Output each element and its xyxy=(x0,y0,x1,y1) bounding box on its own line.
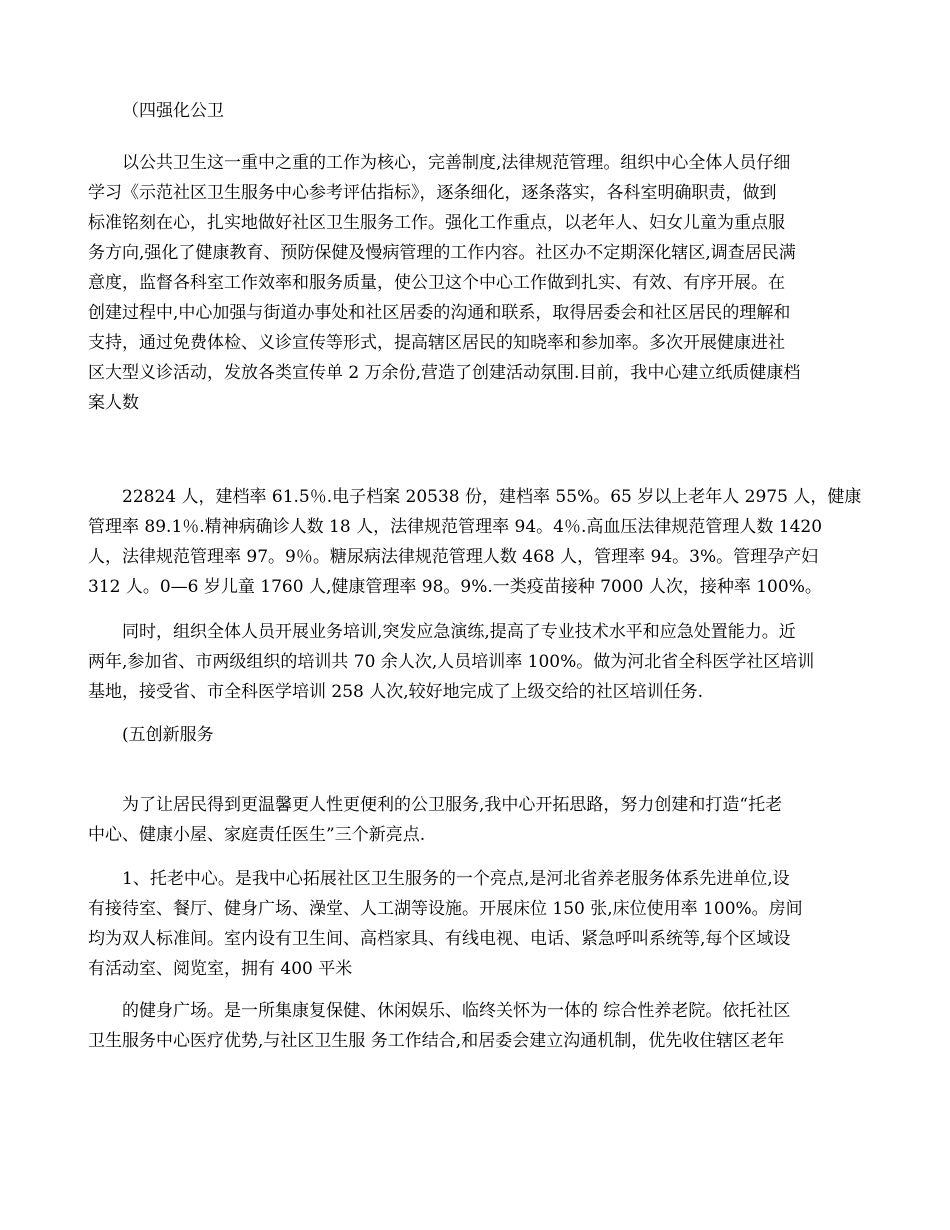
heading-section-4 xyxy=(88,96,868,126)
text-line: 务方向,强化了健康教育、预防保健及慢病管理的工作内容。社区办不定期深化辖区,调查居民满 xyxy=(88,243,796,263)
paragraph-fitness-plaza xyxy=(88,996,868,1056)
text-line: 有接待室、餐厅、健身广场、澡堂、人工湖等设施。开展床位 150 张,床位使用率 100%。房间 xyxy=(88,899,803,919)
text-line: 支持，通过免费体检、义诊宣传等形式，提高辖区居民的知晓率和参加率。多次开展健康进社 xyxy=(88,333,785,353)
text-line: 均为双人标准间。室内设有卫生间、高档家具、有线电视、电话、紧急呼叫系统等,每个区域设 xyxy=(88,929,791,949)
text-line: 以公共卫生这一重中之重的工作为核心，完善制度,法律规范管理。组织中心全体人员仔细 xyxy=(122,153,791,173)
text-line: 22824 人，建档率 61.5％.电子档案 20538 份，建档率 55%。65 岁以上老年人 2975 人，健康 xyxy=(122,487,862,507)
text-line: 区大型义诊活动，发放各类宣传单 2 万余份,营造了创建活动氛围.目前，我中心建立纸质健康档 xyxy=(88,363,801,383)
text-line: 两年,参加省、市两级组织的培训共 70 余人次,人员培训率 100%。做为河北省全科医学社区培训 xyxy=(88,652,815,672)
text-line: 卫生服务中心医疗优势,与社区卫生服 务工作结合,和居委会建立沟通机制，优先收住辖区老年 xyxy=(88,1031,785,1051)
text-line: 创建过程中,中心加强与街道办事处和社区居委的沟通和联系，取得居委会和社区居民的理解和 xyxy=(88,303,791,323)
text-line: 案人数 xyxy=(88,393,139,413)
text-line: 1、托老中心。是我中心拓展社区卫生服务的一个亮点,是河北省养老服务体系先进单位,设 xyxy=(122,869,790,889)
paragraph-innovation xyxy=(88,790,868,850)
paragraph-training xyxy=(88,617,868,707)
text-line: 中心、健康小屋、家庭责任医生”三个新亮点. xyxy=(88,825,426,845)
text-line: 基地，接受省、市全科医学培训 258 人次,较好地完成了上级交给的社区培训任务. xyxy=(88,682,704,702)
text-line: 意度，监督各科室工作效率和服务质量，使公卫这个中心工作做到扎实、有效、有序开展。在 xyxy=(88,273,785,293)
text-line: 管理率 89.1％.精神病确诊人数 18 人，法律规范管理率 94。4％.高血压法律规范管理人数 1420 xyxy=(88,517,823,537)
text-line: 有活动室、阅览室，拥有 400 平米 xyxy=(88,959,353,979)
text-line: （四强化公卫 xyxy=(122,101,224,121)
text-line: 为了让居民得到更温馨更人性更便利的公卫服务,我中心开拓思路，努力创建和打造“托老 xyxy=(122,795,783,815)
text-line: 学习《示范社区卫生服务中心参考评估指标》，逐条细化，逐条落实，各科室明确职责，做到 xyxy=(88,183,777,203)
heading-section-5 xyxy=(88,720,868,750)
text-line: 标准铭刻在心，扎实地做好社区卫生服务工作。强化工作重点，以老年人、妇女儿童为重点服 xyxy=(88,213,785,233)
text-line: (五创新服务 xyxy=(122,725,214,745)
text-line: 的健身广场。是一所集康复保健、休闲娱乐、临终关怀为一体的 综合性养老院。依托社区 xyxy=(122,1001,791,1021)
text-line: 同时，组织全体人员开展业务培训,突发应急演练,提高了专业技术水平和应急处置能力。近 xyxy=(122,622,796,642)
paragraph-elderly-center xyxy=(88,864,868,984)
paragraph-public-health xyxy=(88,148,868,418)
paragraph-statistics xyxy=(88,482,868,602)
text-line: 人，法律规范管理率 97。9％。糖尿病法律规范管理人数 468 人，管理率 94。3%。管理孕产妇 xyxy=(88,547,819,567)
text-line: 312 人。0—6 岁儿童 1760 人,健康管理率 98。9%.一类疫苗接种 7000 人次，接种率 100%。 xyxy=(88,577,822,597)
